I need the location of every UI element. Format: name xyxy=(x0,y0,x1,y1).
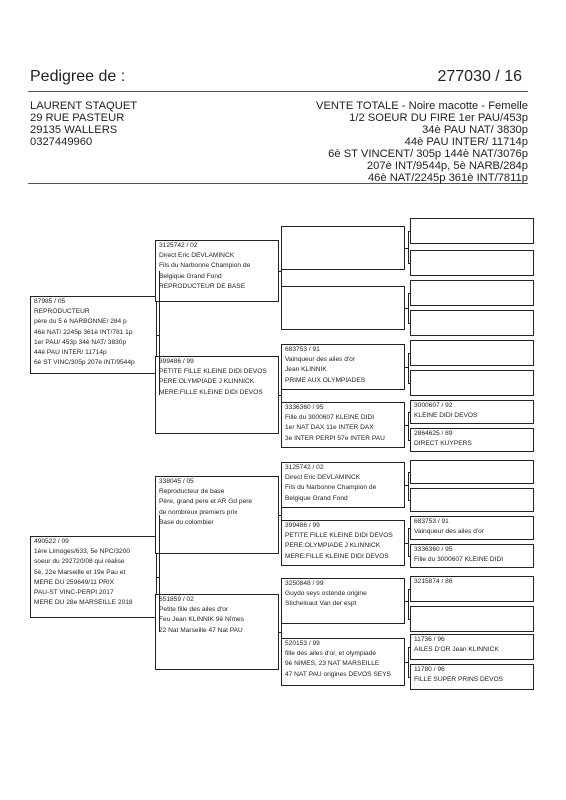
ancestor-box-mmm xyxy=(281,638,405,686)
pedigree-line: 47 NAT PAU origines DEVOS SEYS xyxy=(285,670,391,678)
ancestor-box-mf xyxy=(155,476,279,554)
connector-line xyxy=(281,367,282,425)
pedigree-line: Vainqueur des ailes d'or xyxy=(414,528,485,536)
subject-info xyxy=(316,100,528,184)
ancestor-box-mff xyxy=(281,462,405,508)
connector-line xyxy=(408,412,409,440)
ancestor-box-fm xyxy=(155,356,279,434)
owner-phone: 0327449960 xyxy=(30,136,93,148)
connector-line xyxy=(281,601,282,662)
pedigree-line: Belgique Grand Fond xyxy=(285,494,348,502)
connector-line xyxy=(408,589,409,619)
connector-line xyxy=(408,323,410,324)
pedigree-line: Feu Jean KLINNIK 9è Nîmes xyxy=(159,616,245,624)
ancestor-box-fmfm xyxy=(410,370,534,396)
connector-line xyxy=(159,515,160,632)
connector-line xyxy=(408,647,410,648)
subject-line: 1/2 SOEUR DU FIRE 1er PAU/453p xyxy=(349,112,528,124)
ring-id: 3125742 / 02 xyxy=(285,464,324,471)
ring-id: 338045 / 05 xyxy=(159,478,194,485)
ancestor-box-mffm xyxy=(410,488,534,512)
pedigree-line: AILES D'OR Jean KLINNICK xyxy=(414,646,499,654)
ring-id: 11736 / 96 xyxy=(414,636,445,643)
mother-box xyxy=(30,536,157,618)
pedigree-line: PERE:OLYMPIADE J KLINNICK xyxy=(159,378,255,386)
pedigree-line: MERE:FILLE KLEINE DIDI DEVOS xyxy=(159,388,263,396)
ring-id: 399486 / 99 xyxy=(285,522,320,529)
header-divider-top xyxy=(28,91,528,92)
pedigree-line: Fille du 3000607 KLEINE DIDI xyxy=(414,556,504,564)
connector-line xyxy=(408,472,410,473)
connector-line xyxy=(408,589,410,590)
pedigree-line: Sticheloaut Van der espt xyxy=(285,600,357,608)
ancestor-box-mmf xyxy=(281,578,405,624)
pedigree-line: DIRECT KUYPERS xyxy=(414,440,472,448)
ring-id: 3336360 / 95 xyxy=(414,546,453,553)
pedigree-line: 44è PAU INTER/ 11714p xyxy=(34,349,107,357)
connector-line xyxy=(408,677,410,678)
ring-id: 3336360 / 95 xyxy=(285,404,324,411)
pedigree-line: 6è ST VINC/305p 207è INT/9544p xyxy=(34,359,135,367)
owner-city: 29135 WALLERS xyxy=(30,124,118,136)
ancestor-box-mmmm xyxy=(410,664,534,690)
pedigree-line: 22 Nat Marseille 47 Nat PAU xyxy=(159,626,243,634)
pedigree-line: MERE DU 28e MARSEILLE 2018 xyxy=(34,599,133,607)
pedigree-line: Belgique Grand Fond xyxy=(159,272,222,280)
ancestor-box-fff xyxy=(281,226,405,270)
connector-line xyxy=(408,231,409,263)
connector-line xyxy=(408,353,410,354)
pedigree-line: Petite fille des ailes d'or xyxy=(159,606,229,614)
ring-number: 277030 / 16 xyxy=(437,68,522,85)
ancestor-box-ffm xyxy=(281,286,405,330)
ring-id: 3215874 / 86 xyxy=(414,578,453,585)
connector-line xyxy=(408,263,410,264)
father-box xyxy=(30,296,157,374)
ancestor-box-mmfm xyxy=(410,606,534,632)
connector-line xyxy=(281,248,282,308)
pedigree-line: PETITE FILLE KLEINE DIDI DEVOS xyxy=(285,532,393,540)
ancestor-box-fmf xyxy=(281,344,405,390)
pedigree-line: de nombreux premiers prix xyxy=(159,508,238,516)
connector-line xyxy=(408,647,409,677)
pedigree-line: PRIME AUX OLYMPIADES xyxy=(285,376,366,384)
ancestor-box-fffm xyxy=(410,250,534,276)
pedigree-line: père du 5 è NARBONNE/ 284 p xyxy=(34,318,127,326)
connector-line xyxy=(408,556,410,557)
pedigree-line: 46è NAT/ 2245p 361è INT/781 1p xyxy=(34,328,133,336)
subject-line: 46è NAT/2245p 361è INT/7811p xyxy=(367,172,528,184)
pedigree-line: Fille du 3000607 KLEINE DIDI xyxy=(285,414,375,422)
ring-id: 2864625 / 89 xyxy=(414,430,453,437)
ring-id: 3000607 / 92 xyxy=(414,402,453,409)
subject-line: 34è PAU NAT/ 3830p xyxy=(422,124,528,136)
connector-line xyxy=(408,619,410,620)
ancestor-box-ffmf xyxy=(410,280,534,306)
ancestor-box-fmff xyxy=(410,340,534,366)
pedigree-line: Base du colombier xyxy=(159,518,214,526)
ancestor-box-fmm xyxy=(281,402,405,448)
pedigree-line: 1er NAT DAX 11e INTER DAX xyxy=(285,424,374,432)
connector-line xyxy=(408,528,409,556)
connector-line xyxy=(408,500,410,501)
ancestor-box-ff xyxy=(155,240,279,302)
ring-id: 520153 / 99 xyxy=(285,640,320,647)
pedigree-line: 9è NIMES, 23 NAT MARSEILLE xyxy=(285,660,380,668)
connector-line xyxy=(408,293,410,294)
connector-line xyxy=(408,383,410,384)
connector-line xyxy=(408,293,409,323)
ancestor-box-ffff xyxy=(410,218,534,244)
ring-id: 490522 / 09 xyxy=(34,538,69,545)
connector-line xyxy=(159,271,160,395)
subject-line: VENTE TOTALE - Noire macotte - Femelle xyxy=(316,100,528,112)
ancestor-box-mmff xyxy=(410,576,534,602)
pedigree-line: 1er PAU/ 453p 34è NAT/ 3830p xyxy=(34,338,127,346)
pedigree-line: Reproducteur de base xyxy=(159,488,225,496)
pedigree-line: REPRODUCTEUR xyxy=(34,308,90,316)
owner-name: LAURENT STAQUET xyxy=(30,100,138,112)
pedigree-line: MERE DU 259649/11 PRIX xyxy=(34,578,115,586)
ring-id: 87985 / 05 xyxy=(34,298,66,305)
ancestor-box-fmmm xyxy=(410,428,534,452)
ancestor-box-mfmf xyxy=(410,516,534,540)
pedigree-line: Direct Eric DEVLAMINCK xyxy=(159,252,235,260)
ring-id: 3125742 / 02 xyxy=(159,242,198,249)
connector-line xyxy=(408,472,409,500)
pedigree-line: Direct Eric DEVLAMINCK xyxy=(285,474,361,482)
pedigree-line: KLEINE DIDI DEVOS xyxy=(414,412,478,420)
ancestor-box-mfm xyxy=(281,520,405,566)
ring-id: 11780 / 96 xyxy=(414,666,445,673)
ancestor-box-fmmf xyxy=(410,400,534,424)
owner-street: 29 RUE PASTEUR xyxy=(30,112,125,124)
pedigree-line: Jean KLINNIK xyxy=(285,366,327,374)
ring-id: 399486 / 99 xyxy=(159,358,194,365)
ancestor-box-ffmm xyxy=(410,310,534,336)
pedigree-line: PETITE FILLE KLEINE DIDI DEVOS xyxy=(159,368,267,376)
pedigree-line: fille des ailes d'or, et olympiade xyxy=(285,650,377,658)
pedigree-line: PERE:OLYMPIADE J KLINNICK xyxy=(285,542,381,550)
ancestor-box-mfmm xyxy=(410,544,534,568)
ancestor-box-mfff xyxy=(410,460,534,484)
pedigree-line: PAU-ST VINC-PERPI 2017 xyxy=(34,589,114,597)
connector-line xyxy=(408,353,409,383)
ring-id: 651859 / 02 xyxy=(159,596,194,603)
subject-line: 44è PAU INTER/ 11714p xyxy=(404,136,528,148)
ancestor-box-mmmf xyxy=(410,634,534,660)
owner-info xyxy=(30,100,137,148)
subject-line: 6è ST VINCENT/ 305p 144è NAT/3076p xyxy=(328,148,528,160)
connector-line xyxy=(408,440,410,441)
pedigree-line: Vainqueur des ailes d'or xyxy=(285,356,356,364)
connector-line xyxy=(408,231,410,232)
pedigree-line: MERE:FILLE KLEINE DIDI DEVOS xyxy=(285,552,389,560)
pedigree-line: 1ère Limoges/633, 5e NPC/3200 xyxy=(34,548,131,556)
pedigree-line: Père, grand pere et AR Gd pere xyxy=(159,498,253,506)
page-title: Pedigree de : xyxy=(30,68,126,85)
pedigree-line: Guydo seys ostende origine xyxy=(285,590,367,598)
pedigree-line: soeur du 292720/08 qui réalise xyxy=(34,558,125,566)
connector-line xyxy=(281,485,282,543)
ancestor-box-mm xyxy=(155,594,279,670)
ring-id: 683753 / 91 xyxy=(285,346,320,353)
pedigree-line: Fils du Narbonne Champion de xyxy=(285,484,377,492)
pedigree-line: 3e INTER PERPI 57e INTER PAU xyxy=(285,434,385,442)
ring-id: 683753 / 91 xyxy=(414,518,449,525)
pedigree-line: FILLE SUPER PRINS DEVOS xyxy=(414,676,504,684)
pedigree-line: REPRODUCTEUR DE BASE xyxy=(159,282,246,290)
subject-line: 207è INT/9544p, 5è NARB/284p xyxy=(366,160,528,172)
pedigree-line: 5è, 22e Marseille et 19e Pau et xyxy=(34,568,126,576)
ring-id: 3250848 / 99 xyxy=(285,580,324,587)
connector-line xyxy=(408,528,410,529)
connector-line xyxy=(408,412,410,413)
pedigree-line: Fils du Narbonne Champion de xyxy=(159,262,251,270)
